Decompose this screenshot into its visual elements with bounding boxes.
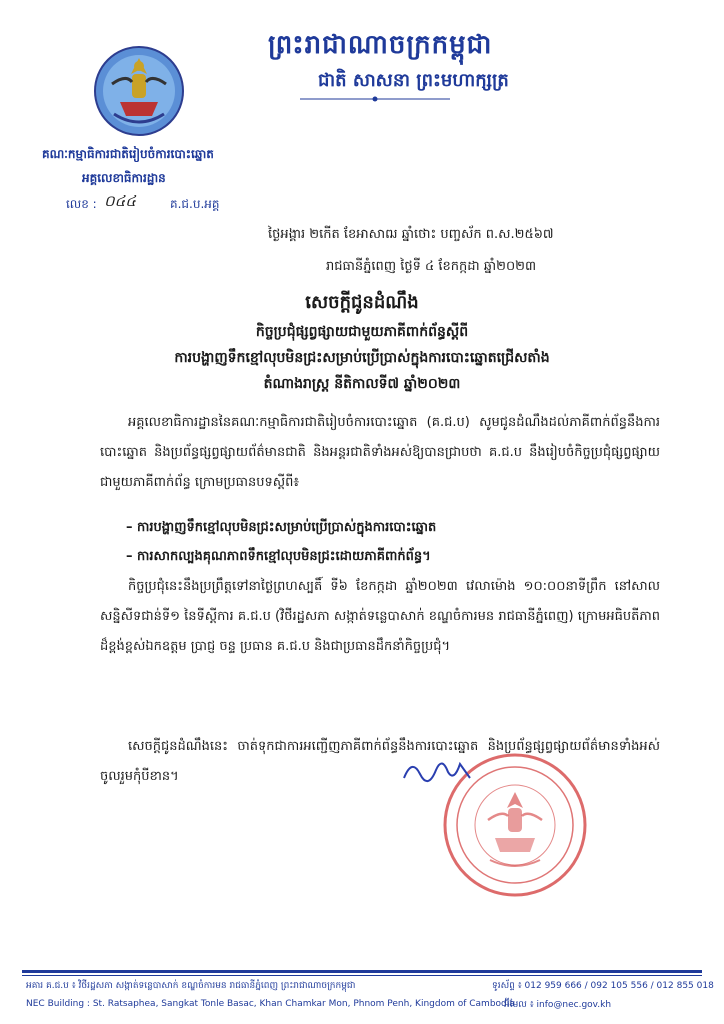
ornamental-divider [300,96,450,102]
body-paragraph-3: សេចក្តីជូនដំណឹងនេះ ចាត់ទុកជាការអញ្ជើញភាគីពាក់ព័ន្ធនឹងការបោះឆ្នោត និងប្រព័ន្ធផ្សព្វផ្សាយព័ត៌មានទាំងអស់ចូលរួមកុំបីខាន។ [100,739,660,784]
subject-line-1: កិច្ចប្រជុំផ្សព្វផ្សាយជាមួយភាគីពាក់ព័ន្ធស្តីពី [255,324,469,340]
topic-bullet-2: – ការសាកល្បងគុណភាពទឹកខ្មៅលុបមិនជ្រះដោយភាគីពាក់ព័ន្ធ។ [126,549,431,564]
topic-bullet-1: – ការបង្ហាញទឹកខ្មៅលុបមិនជ្រះសម្រាប់ប្រើប្រាស់ក្នុងការបោះឆ្នោត [126,520,437,535]
subject-line-2: ការបង្ហាញទឹកខ្មៅលុបមិនជ្រះសម្រាប់ប្រើប្រាស់ក្នុងការបោះឆ្នោតជ្រើសតាំង [174,350,550,366]
solar-date: រាជធានីភ្នំពេញ ថ្ងៃទី ៤ ខែកក្កដា ឆ្នាំ២០២៣ [326,259,537,274]
reference-code: គ.ជ.ប.អគ្គ [170,197,220,211]
body-paragraph-1: អគ្គលេខាធិការដ្ឋាននៃគណៈកម្មាធិការជាតិរៀបចំការបោះឆ្នោត (គ.ជ.ប) សូមជូនដំណឹងដល់ភាគីពាក់ព័ន្ធនឹងការបោះឆ្នោត និងប្រព័ន្ធផ្សព្វផ្សាយព័ត៌មានជាតិ និងអន្តរជាតិទាំងអស់ឱ្យបានជ្រាបថា គ.ជ.ប នឹងរៀបចំកិច្ចប្រជុំផ្សព្វផ្សាយជាមួយភាគីពាក់ព័ន្ធ ក្រោមប្រធានបទស្តីពី៖ [100,415,660,490]
document-title: សេចក្តីជូនដំណឹង [305,292,419,313]
secretariat-name: អគ្គលេខាធិការដ្ឋាន [82,171,166,185]
subject-line-3: តំណាងរាស្ត្រ នីតិកាលទី៧ ឆ្នាំ២០២៣ [263,376,461,392]
footer-email: អ៊ីមែល ៖ info@nec.gov.kh [504,1000,612,1010]
reference-label: លេខ : [66,197,97,211]
organization-name: គណៈកម្មាធិការជាតិរៀបចំការបោះឆ្នោត [42,147,214,161]
footer-divider-thin [22,975,702,976]
lunar-date: ថ្ងៃអង្គារ ២កើត ខែអាសាឍ ឆ្នាំថោះ បញ្ចស័ក ព.ស.២៥៦៧ [268,227,554,242]
footer-address-english: NEC Building : St. Ratsaphea, Sangkat Tonle Basac, Khan Chamkar Mon, Phnom Penh, Kingdom of Cambodia [26,999,515,1009]
handwritten-signature [400,752,476,788]
kingdom-title: ព្រះរាជាណាចក្រកម្ពុជា [268,30,493,60]
nec-emblem-logo [92,44,186,138]
footer-address-khmer: អគារ គ.ជ.ប ៖ វិថីរដ្ឋសភា សង្កាត់ទន្លេបាសាក់ ខណ្ឌចំការមន រាជធានីភ្នំពេញ ព្រះរាជាណាចក្រកម្ពុជា [26,981,356,991]
national-motto: ជាតិ សាសនា ព្រះមហាក្សត្រ [318,70,509,91]
reference-number: ០៤៤ [104,192,136,210]
body-paragraph-2: កិច្ចប្រជុំនេះនឹងប្រព្រឹត្តទៅនាថ្ងៃព្រហស្បតិ៍ ទី៦ ខែកក្កដា ឆ្នាំ២០២៣ វេលាម៉ោង ១០:០០នាទីព្រឹក នៅសាលសន្និសីទជាន់ទី១ នៃទីស្តីការ គ.ជ.ប (វិថីរដ្ឋសភា សង្កាត់ទន្លេបាសាក់ ខណ្ឌចំការមន រាជធានីភ្នំពេញ) ក្រោមអធិបតីភាពដ៏ខ្ពង់ខ្ពស់ឯកឧត្តម ប្រាជ្ញ ចន្ទ ប្រធាន គ.ជ.ប និងជាប្រធានដឹកនាំកិច្ចប្រជុំ។ [100,579,660,654]
footer-divider [22,970,702,973]
footer-phone: ទូរស័ព្ទ ៖ 012 959 666 / 092 105 556 / 012 855 018 [492,981,714,991]
